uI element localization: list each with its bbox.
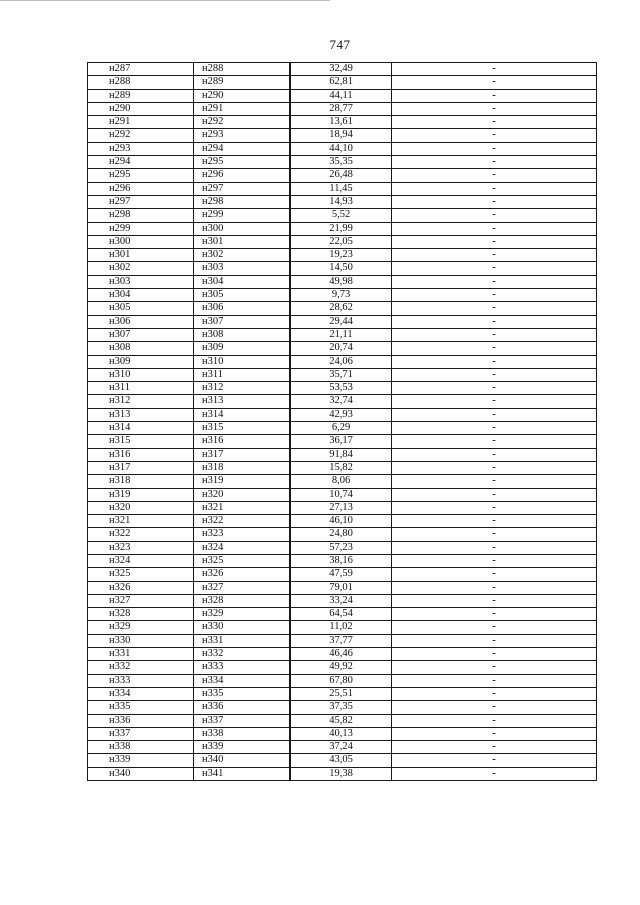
point-to-cell: н310 (194, 355, 291, 368)
note-cell: - (392, 608, 597, 621)
note-cell: - (392, 648, 597, 661)
point-to-cell: н336 (194, 701, 291, 714)
segment-length-cell: 44,11 (290, 89, 392, 102)
point-from-cell: н314 (88, 422, 194, 435)
point-from-cell: н338 (88, 741, 194, 754)
point-from-cell: н327 (88, 594, 194, 607)
point-to-cell: н334 (194, 674, 291, 687)
note-cell: - (392, 328, 597, 341)
point-to-cell: н335 (194, 687, 291, 700)
table-row (88, 581, 597, 594)
note-cell: - (392, 382, 597, 395)
segment-length-cell: 11,02 (290, 621, 392, 634)
note-cell: - (392, 249, 597, 262)
table-row (88, 63, 597, 76)
note-cell: - (392, 89, 597, 102)
segment-length-cell: 13,61 (290, 116, 392, 129)
table-row (88, 382, 597, 395)
point-from-cell: н292 (88, 129, 194, 142)
note-cell: - (392, 701, 597, 714)
segment-length-cell: 49,92 (290, 661, 392, 674)
segment-length-cell: 49,98 (290, 275, 392, 288)
table-row (88, 541, 597, 554)
point-to-cell: н304 (194, 275, 291, 288)
table-row (88, 116, 597, 129)
note-cell: - (392, 461, 597, 474)
table-row (88, 714, 597, 727)
point-to-cell: н300 (194, 222, 291, 235)
segment-length-cell: 21,11 (290, 328, 392, 341)
point-from-cell: н322 (88, 528, 194, 541)
point-from-cell: н288 (88, 76, 194, 89)
table-row (88, 89, 597, 102)
point-from-cell: н298 (88, 209, 194, 222)
point-from-cell: н308 (88, 342, 194, 355)
segment-length-cell: 79,01 (290, 581, 392, 594)
segment-length-cell: 19,38 (290, 767, 392, 780)
segment-length-cell: 35,71 (290, 368, 392, 381)
table-row (88, 554, 597, 567)
point-to-cell: н321 (194, 501, 291, 514)
point-from-cell: н334 (88, 687, 194, 700)
segment-length-cell: 18,94 (290, 129, 392, 142)
note-cell: - (392, 395, 597, 408)
point-from-cell: н340 (88, 767, 194, 780)
point-from-cell: н306 (88, 315, 194, 328)
note-cell: - (392, 501, 597, 514)
table-row (88, 315, 597, 328)
segment-length-cell: 32,49 (290, 63, 392, 76)
note-cell: - (392, 528, 597, 541)
note-cell: - (392, 422, 597, 435)
table-row (88, 302, 597, 315)
note-cell: - (392, 63, 597, 76)
point-to-cell: н302 (194, 249, 291, 262)
point-from-cell: н329 (88, 621, 194, 634)
note-cell: - (392, 368, 597, 381)
note-cell: - (392, 554, 597, 567)
point-from-cell: н319 (88, 488, 194, 501)
segment-length-cell: 42,93 (290, 408, 392, 421)
segment-length-cell: 5,52 (290, 209, 392, 222)
table-row (88, 235, 597, 248)
segment-length-cell: 24,06 (290, 355, 392, 368)
segment-length-cell: 8,06 (290, 475, 392, 488)
point-from-cell: н313 (88, 408, 194, 421)
table-row (88, 568, 597, 581)
point-from-cell: н304 (88, 289, 194, 302)
segment-length-cell: 24,80 (290, 528, 392, 541)
point-to-cell: н339 (194, 741, 291, 754)
table-row (88, 249, 597, 262)
note-cell: - (392, 142, 597, 155)
page-number: 747 (329, 37, 351, 52)
segment-length-cell: 33,24 (290, 594, 392, 607)
note-cell: - (392, 408, 597, 421)
table-row (88, 501, 597, 514)
point-from-cell: н336 (88, 714, 194, 727)
segment-length-cell: 20,74 (290, 342, 392, 355)
point-to-cell: н319 (194, 475, 291, 488)
note-cell: - (392, 435, 597, 448)
point-from-cell: н307 (88, 328, 194, 341)
segment-length-cell: 37,35 (290, 701, 392, 714)
segment-length-cell: 14,50 (290, 262, 392, 275)
note-cell: - (392, 129, 597, 142)
note-cell: - (392, 661, 597, 674)
point-to-cell: н341 (194, 767, 291, 780)
table-row (88, 621, 597, 634)
point-from-cell: н332 (88, 661, 194, 674)
table-row (88, 102, 597, 115)
point-from-cell: н311 (88, 382, 194, 395)
table-row (88, 515, 597, 528)
point-to-cell: н297 (194, 182, 291, 195)
point-to-cell: н298 (194, 195, 291, 208)
note-cell: - (392, 594, 597, 607)
point-from-cell: н312 (88, 395, 194, 408)
point-from-cell: н335 (88, 701, 194, 714)
table-row (88, 727, 597, 740)
point-to-cell: н337 (194, 714, 291, 727)
segment-length-cell: 44,10 (290, 142, 392, 155)
table-row (88, 687, 597, 700)
note-cell: - (392, 727, 597, 740)
point-to-cell: н307 (194, 315, 291, 328)
segment-length-cell: 46,46 (290, 648, 392, 661)
note-cell: - (392, 355, 597, 368)
note-cell: - (392, 262, 597, 275)
table-row (88, 129, 597, 142)
segment-length-cell: 45,82 (290, 714, 392, 727)
point-from-cell: н291 (88, 116, 194, 129)
table-row (88, 156, 597, 169)
point-to-cell: н311 (194, 368, 291, 381)
table-row (88, 634, 597, 647)
segment-length-cell: 21,99 (290, 222, 392, 235)
note-cell: - (392, 581, 597, 594)
point-from-cell: н296 (88, 182, 194, 195)
table-row (88, 435, 597, 448)
segment-length-cell: 46,10 (290, 515, 392, 528)
point-from-cell: н295 (88, 169, 194, 182)
note-cell: - (392, 289, 597, 302)
segment-length-cell: 37,24 (290, 741, 392, 754)
segment-length-cell: 11,45 (290, 182, 392, 195)
table-row (88, 488, 597, 501)
table-row (88, 608, 597, 621)
segment-length-cell: 64,54 (290, 608, 392, 621)
point-from-cell: н326 (88, 581, 194, 594)
segment-length-cell: 38,16 (290, 554, 392, 567)
table-row (88, 169, 597, 182)
point-from-cell: н290 (88, 102, 194, 115)
point-to-cell: н290 (194, 89, 291, 102)
table-row (88, 661, 597, 674)
table-row (88, 594, 597, 607)
point-to-cell: н340 (194, 754, 291, 767)
point-to-cell: н289 (194, 76, 291, 89)
note-cell: - (392, 634, 597, 647)
table-row (88, 475, 597, 488)
note-cell: - (392, 76, 597, 89)
point-to-cell: н318 (194, 461, 291, 474)
note-cell: - (392, 674, 597, 687)
note-cell: - (392, 448, 597, 461)
segment-length-cell: 22,05 (290, 235, 392, 248)
segment-length-cell: 9,73 (290, 289, 392, 302)
segment-length-cell: 91,84 (290, 448, 392, 461)
point-to-cell: н324 (194, 541, 291, 554)
table-row (88, 648, 597, 661)
top-rule (0, 0, 330, 1)
point-to-cell: н325 (194, 554, 291, 567)
point-to-cell: н330 (194, 621, 291, 634)
table-row (88, 262, 597, 275)
segment-length-cell: 26,48 (290, 169, 392, 182)
point-from-cell: н333 (88, 674, 194, 687)
point-from-cell: н318 (88, 475, 194, 488)
table-row (88, 674, 597, 687)
table-row (88, 448, 597, 461)
table-row (88, 767, 597, 780)
point-from-cell: н294 (88, 156, 194, 169)
note-cell: - (392, 275, 597, 288)
table-row (88, 461, 597, 474)
segment-length-cell: 43,05 (290, 754, 392, 767)
note-cell: - (392, 767, 597, 780)
table-row (88, 754, 597, 767)
table-row (88, 528, 597, 541)
segment-length-cell: 47,59 (290, 568, 392, 581)
boundary-table-container (87, 62, 597, 781)
point-from-cell: н320 (88, 501, 194, 514)
note-cell: - (392, 754, 597, 767)
point-to-cell: н314 (194, 408, 291, 421)
segment-length-cell: 53,53 (290, 382, 392, 395)
point-to-cell: н294 (194, 142, 291, 155)
point-to-cell: н295 (194, 156, 291, 169)
point-from-cell: н324 (88, 554, 194, 567)
table-row (88, 142, 597, 155)
note-cell: - (392, 169, 597, 182)
point-to-cell: н299 (194, 209, 291, 222)
point-to-cell: н322 (194, 515, 291, 528)
note-cell: - (392, 714, 597, 727)
point-from-cell: н302 (88, 262, 194, 275)
point-from-cell: н323 (88, 541, 194, 554)
point-from-cell: н317 (88, 461, 194, 474)
table-row (88, 368, 597, 381)
point-to-cell: н316 (194, 435, 291, 448)
segment-length-cell: 35,35 (290, 156, 392, 169)
note-cell: - (392, 475, 597, 488)
point-from-cell: н299 (88, 222, 194, 235)
table-row (88, 209, 597, 222)
point-from-cell: н301 (88, 249, 194, 262)
point-to-cell: н328 (194, 594, 291, 607)
table-row (88, 222, 597, 235)
table-body (88, 63, 597, 781)
point-to-cell: н296 (194, 169, 291, 182)
table-row (88, 355, 597, 368)
point-to-cell: н317 (194, 448, 291, 461)
segment-length-cell: 15,82 (290, 461, 392, 474)
table-row (88, 275, 597, 288)
point-to-cell: н332 (194, 648, 291, 661)
point-to-cell: н292 (194, 116, 291, 129)
segment-length-cell: 62,81 (290, 76, 392, 89)
point-from-cell: н287 (88, 63, 194, 76)
segment-length-cell: 37,77 (290, 634, 392, 647)
table-row (88, 76, 597, 89)
note-cell: - (392, 741, 597, 754)
segment-length-cell: 29,44 (290, 315, 392, 328)
point-from-cell: н305 (88, 302, 194, 315)
point-to-cell: н333 (194, 661, 291, 674)
note-cell: - (392, 102, 597, 115)
note-cell: - (392, 156, 597, 169)
point-from-cell: н310 (88, 368, 194, 381)
point-from-cell: н331 (88, 648, 194, 661)
point-from-cell: н293 (88, 142, 194, 155)
point-to-cell: н305 (194, 289, 291, 302)
point-to-cell: н331 (194, 634, 291, 647)
segment-length-cell: 36,17 (290, 435, 392, 448)
table-row (88, 289, 597, 302)
point-to-cell: н291 (194, 102, 291, 115)
table-row (88, 395, 597, 408)
note-cell: - (392, 621, 597, 634)
note-cell: - (392, 116, 597, 129)
boundary-segments-table (87, 62, 597, 781)
table-row (88, 342, 597, 355)
segment-length-cell: 25,51 (290, 687, 392, 700)
point-from-cell: н303 (88, 275, 194, 288)
point-to-cell: н313 (194, 395, 291, 408)
point-to-cell: н308 (194, 328, 291, 341)
segment-length-cell: 28,62 (290, 302, 392, 315)
segment-length-cell: 57,23 (290, 541, 392, 554)
segment-length-cell: 67,80 (290, 674, 392, 687)
table-row (88, 328, 597, 341)
segment-length-cell: 27,13 (290, 501, 392, 514)
point-to-cell: н309 (194, 342, 291, 355)
point-to-cell: н303 (194, 262, 291, 275)
point-to-cell: н320 (194, 488, 291, 501)
segment-length-cell: 28,77 (290, 102, 392, 115)
segment-length-cell: 6,29 (290, 422, 392, 435)
segment-length-cell: 14,93 (290, 195, 392, 208)
note-cell: - (392, 182, 597, 195)
point-from-cell: н321 (88, 515, 194, 528)
point-from-cell: н300 (88, 235, 194, 248)
note-cell: - (392, 315, 597, 328)
point-from-cell: н297 (88, 195, 194, 208)
point-to-cell: н315 (194, 422, 291, 435)
table-row (88, 182, 597, 195)
segment-length-cell: 32,74 (290, 395, 392, 408)
point-to-cell: н293 (194, 129, 291, 142)
point-to-cell: н326 (194, 568, 291, 581)
table-row (88, 741, 597, 754)
point-to-cell: н312 (194, 382, 291, 395)
table-row (88, 195, 597, 208)
point-from-cell: н316 (88, 448, 194, 461)
point-from-cell: н289 (88, 89, 194, 102)
point-to-cell: н288 (194, 63, 291, 76)
segment-length-cell: 40,13 (290, 727, 392, 740)
point-from-cell: н315 (88, 435, 194, 448)
note-cell: - (392, 342, 597, 355)
table-row (88, 422, 597, 435)
point-to-cell: н327 (194, 581, 291, 594)
note-cell: - (392, 222, 597, 235)
note-cell: - (392, 235, 597, 248)
note-cell: - (392, 209, 597, 222)
segment-length-cell: 10,74 (290, 488, 392, 501)
table-row (88, 408, 597, 421)
point-to-cell: н306 (194, 302, 291, 315)
point-from-cell: н325 (88, 568, 194, 581)
point-from-cell: н330 (88, 634, 194, 647)
note-cell: - (392, 302, 597, 315)
point-from-cell: н309 (88, 355, 194, 368)
point-from-cell: н339 (88, 754, 194, 767)
point-to-cell: н301 (194, 235, 291, 248)
note-cell: - (392, 515, 597, 528)
note-cell: - (392, 568, 597, 581)
segment-length-cell: 19,23 (290, 249, 392, 262)
point-from-cell: н337 (88, 727, 194, 740)
note-cell: - (392, 541, 597, 554)
point-from-cell: н328 (88, 608, 194, 621)
note-cell: - (392, 488, 597, 501)
note-cell: - (392, 195, 597, 208)
point-to-cell: н329 (194, 608, 291, 621)
note-cell: - (392, 687, 597, 700)
table-row (88, 701, 597, 714)
point-to-cell: н338 (194, 727, 291, 740)
point-to-cell: н323 (194, 528, 291, 541)
